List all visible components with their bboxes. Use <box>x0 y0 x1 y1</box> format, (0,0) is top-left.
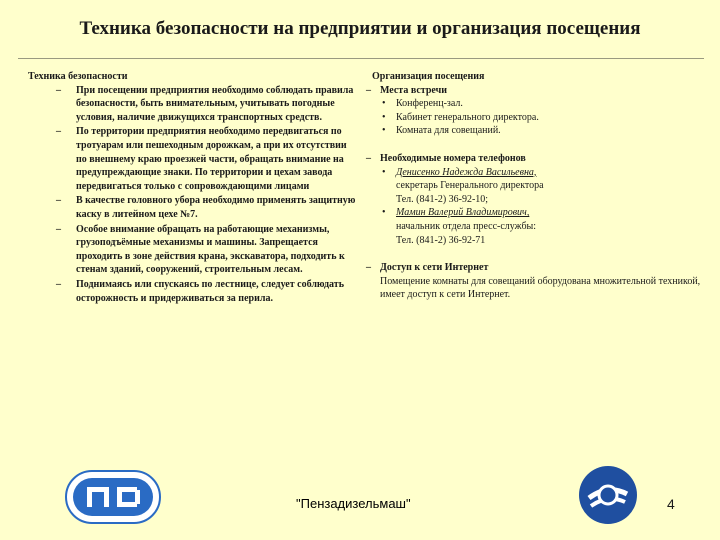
meeting-place: • Комната для совещаний. <box>382 125 501 137</box>
meeting-place: • Кабинет генерального директора. <box>382 111 539 123</box>
safety-item: – По территории предприятия необходимо передвигаться по тротуарам или пешеходным дорожкам, а при их отсутствии по внешнему краю проезжей части, обращать внимание на предупреждающие знаки. По территории и цехам завода передвигаться только с сопровождающими лицами <box>56 126 347 192</box>
meeting-place: • Конференц-зал. <box>382 98 463 110</box>
emblem-logo-icon <box>577 464 639 526</box>
phones-heading: – Необходимые номера телефонов <box>366 152 526 164</box>
page-number: 4 <box>667 496 675 512</box>
visit-column <box>366 70 706 302</box>
internet-text: Помещение комнаты для совещаний оборудована множительной техникой, имеет доступ к сети Интернет. <box>380 275 701 301</box>
safety-item: – При посещении предприятия необходимо соблюдать правила безопасности, быть внимательным, учитывать погодные условия, наличие движущихся транспортных средств. <box>56 84 354 123</box>
company-name: "Пензадизельмаш" <box>296 496 411 511</box>
contact-position: начальник отдела пресс-службы: <box>396 220 537 232</box>
safety-column <box>28 70 358 306</box>
safety-item: – Поднимаясь или спускаясь по лестнице, следует соблюдать осторожность и придерживаться за перила. <box>56 278 344 304</box>
page-title: Техника безопасности на предприятии и организация посещения <box>79 18 641 39</box>
contact-phone: Тел. (841-2) 36-92-71 <box>396 234 486 246</box>
safety-heading: Техника безопасности <box>28 71 128 82</box>
title-divider <box>18 58 704 59</box>
safety-item: – В качестве головного убора необходимо применять защитную каску в литейном цехе №7. <box>56 195 356 220</box>
meeting-places-heading: – Места встречи <box>366 84 447 96</box>
safety-item: – Особое внимание обращать на работающие механизмы, грузоподъёмные механизмы и машины. Запрещается проходить в зоне действия крана, экскаватора, подходить к стенам зданий, сооружений, строительным лесам. <box>56 223 345 276</box>
company-logo-icon <box>65 470 161 524</box>
internet-heading: – Доступ к сети Интернет <box>366 262 489 274</box>
contact-name[interactable]: • Денисенко Надежда Васильевна, <box>382 166 537 178</box>
visit-heading: Организация посещения <box>372 71 485 82</box>
contact-name[interactable]: • Мамин Валерий Владимирович, <box>382 207 530 219</box>
contact-phone: Тел. (841-2) 36-92-10; <box>396 193 489 205</box>
contact-position: секретарь Генерального директора <box>396 180 544 192</box>
